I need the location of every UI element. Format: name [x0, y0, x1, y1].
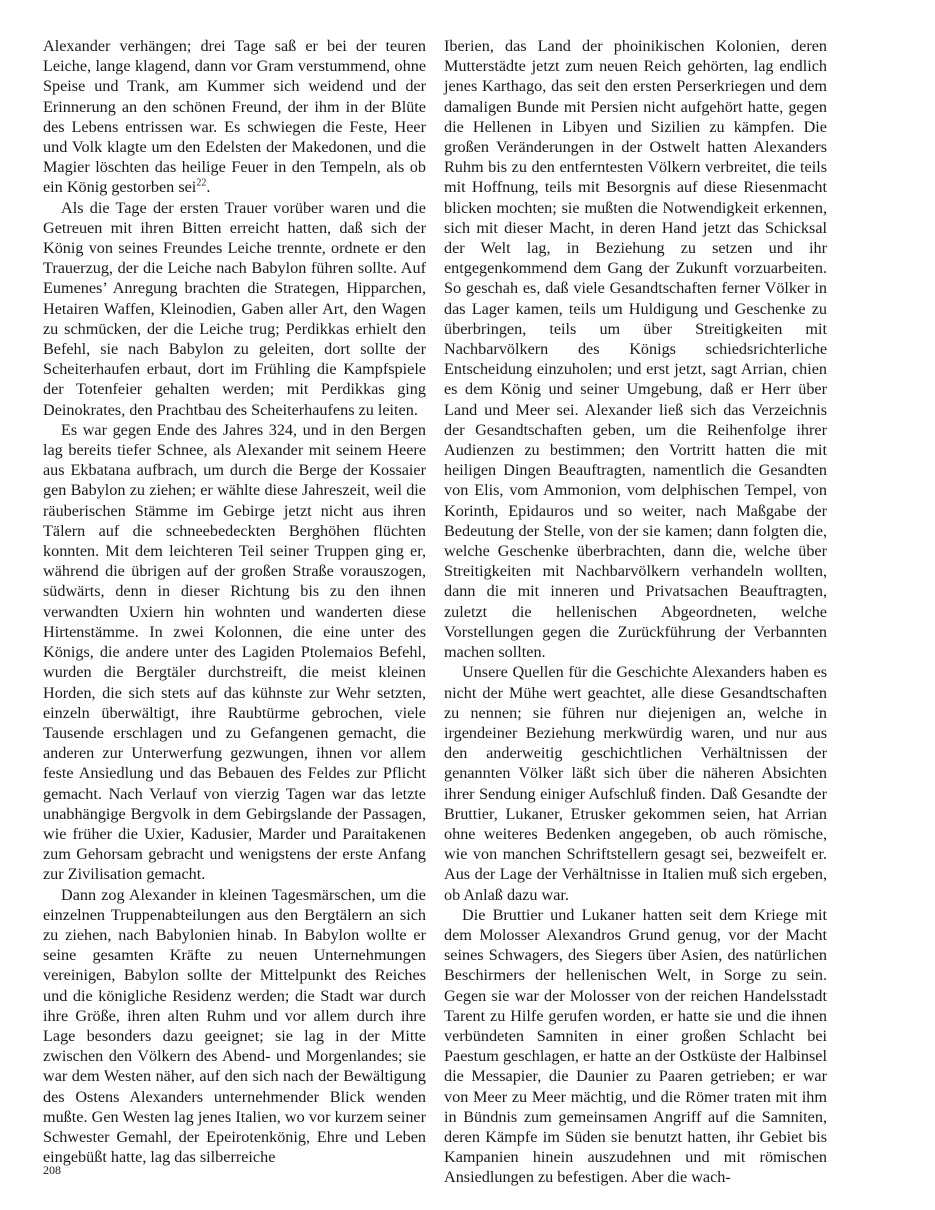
paragraph: Unsere Quellen für die Geschichte Alexanders haben es nicht der Mühe wert geachtet, alle diese Gesandtschaften zu nennen; sie führen nur diejenigen an, welche in irgendeiner Beziehung merkwürdig waren, und nur aus den anderweitig geschichtlichen Verhältnissen der genannten Völker läßt sich über die näheren Absichten ihrer Sendung einiger Aufschluß finden. Daß Gesandte der Bruttier, Lukaner, Etrusker gekommen seien, hat Arrian ohne weiteres Bedenken angegeben, ob auch römische, wie von manchen Schriftstellern gesagt sei, bezweifelt er. Aus der Lage der Verhältnisse in Italien muß sich ergeben, ob Anlaß dazu war.: [444, 663, 827, 904]
footnote-reference[interactable]: 22: [196, 178, 207, 190]
paragraph: Es war gegen Ende des Jahres 324, und in den Bergen lag bereits tiefer Schnee, als Alexander mit seinem Heere aus Ekbatana aufbrach, um durch die Berge der Kossaier gen Babylon zu ziehen; er wählte diese Jahreszeit, weil die räuberischen Stämme im Gebirge jetzt nicht aus ihren Tälern auf die schneebedeckten Berghöhen flüchten konnten. Mit dem leichteren Teil seiner Truppen ging er, während die übrigen auf der großen Straße vorauszogen, südwärts, denn in dieser Richtung bis zu den ihnen verwandten Uxiern hin wohnten und wanderten diese Hirtenstämme. In zwei Kolonnen, die eine unter des Königs, die andere unter des Lagiden Ptolemaios Befehl, wurden die Bergtäler durchstreift, die meist kleinen Horden, die sich stets auf das kühnste zur Wehr setzten, einzeln überwältigt, ihre Raubtürme gebrochen, viele Tausende erschlagen und zu Gefangenen gemacht, die anderen zur Unterwerfung gezwungen, ihnen vor allem feste Ansiedlung und das Bebauen des Feldes zur Pflicht gemacht. Nach Verlauf von vierzig Tagen war das letzte unabhängige Bergvolk in dem Gebirgslande der Passagen, wie früher die Uxier, Kadusier, Marder und Paraitakenen zum Gehorsam gebracht und wenigstens der erste Anfang zur Zivilisation gemacht.: [43, 420, 426, 884]
paragraph: Als die Tage der ersten Trauer vorüber waren und die Getreuen mit ihren Bitten erreicht hatten, daß sich der König von seines Freundes Leiche trennte, ordnete er den Trauerzug, der die Leiche nach Babylon führen sollte. Auf Eumenes’ Anregung brachten die Strategen, Hipparchen, Hetairen Waffen, Kleinodien, Gaben aller Art, den Wagen zu schmücken, der die Leiche trug; Perdikkas erhielt den Befehl, sie nach Babylon zu geleiten, dort sollte der Scheiterhaufen erbaut, dort im Frühling die Kampfspiele der Totenfeier gehalten werden; mit Perdikkas ging Deinokrates, den Prachtbau des Scheiterhaufens zu leiten.: [43, 198, 426, 419]
page-number: 208: [43, 1163, 61, 1177]
paragraph: Dann zog Alexander in kleinen Tagesmärschen, um die einzelnen Truppenabteilungen aus den Bergtälern an sich zu ziehen, nach Babylonien hinab. In Babylon wollte er seine gesamten Kräfte zu neuen Unternehmungen vereinigen, Babylon sollte der Mittelpunkt des Reiches und die königliche Residenz werden; die Stadt war durch ihre Größe, ihren alten Ruhm und vor allem durch ihre Lage besonders dazu geeignet; sie lag in der Mitte zwischen den Völkern des Abend- und Morgenlandes; sie war dem Westen näher, auf den sich nach der Bewältigung des Ostens Alexanders unternehmender Blick wenden mußte. Gen Westen lag jenes Italien, wo vor kurzem seiner Schwester Gemahl, der Epeirotenkönig, Ehre und Leben eingebüßt hatte, lag das silberreiche: [43, 885, 426, 1167]
paragraph: Alexander verhängen; drei Tage saß er bei der teuren Leiche, lange klagend, dann vor Gram verstummend, ohne Speise und Trank, am Kummer sich weidend und der Erinnerung an den schönen Freund, der ihm in der Blüte des Lebens entrissen war. Es schwiegen die Feste, Heer und Volk klagte um den Edelsten der Makedonen, und die Magier löschten das heilige Feuer in den Tempeln, als ob ein König gestorben sei$^{22}$.: [43, 37, 426, 197]
left-column: [43, 36, 426, 1167]
paragraph: Die Bruttier und Lukaner hatten seit dem Kriege mit dem Molosser Alexandros Grund genug, vor der Macht seines Schwagers, des Siegers über Asien, des natürlichen Beschirmers der hellenischen Welt, in Sorge zu sein. Gegen sie war der Molosser von der reichen Handelsstadt Tarent zu Hilfe gerufen worden, er hatte sie und die ihnen verbündeten Samniten in einer großen Schlacht bei Paestum geschlagen, er hatte an der Ostküste der Halbinsel die Messapier, die Daunier zu Paaren getrieben; er war von Meer zu Meer mächtig, und die Römer traten mit ihm in Bündnis zum gemeinsamen Angriff auf die Samniten, deren Kämpfe im Süden sie benutzt hatten, ihr Gebiet bis Kampanien hinein auszudehnen und mit römischen Ansiedlungen zu befestigen. Aber die wach-: [444, 905, 827, 1187]
paragraph: Iberien, das Land der phoinikischen Kolonien, deren Mutterstädte jetzt zum neuen Reich gehörten, lag endlich jenes Karthago, das seit den ersten Perserkriegen und dem damaligen Bunde mit Persien nicht aufgehört hatte, gegen die Hellenen in Libyen und Sizilien zu kämpfen. Die großen Veränderungen in der Ostwelt hatten Alexanders Ruhm bis zu den entferntesten Völkern verbreitet, die teils mit Hoffnung, teils mit Besorgnis auf diese Riesenmacht blicken mochten; sie mußten die Notwendigkeit erkennen, sich mit dieser Macht, in deren Hand jetzt das Schicksal der Welt lag, in Beziehung zu setzen und ihr entgegenkommend dem Gang der Zukunft vorzuarbeiten. So geschah es, daß viele Gesandtschaften ferner Völker in das Lager kamen, teils um Huldigung und Geschenke zu überbringen, teils um über Streitigkeiten mit Nachbarvölkern des Königs schiedsrichterliche Entscheidung einzuholen; und erst jetzt, sagt Arrian, chien es dem König und seiner Umgebung, daß er Herr über Land und Meer sei. Alexander ließ sich das Verzeichnis der Gesandtschaften geben, um die Reihenfolge ihrer Audienzen zu bestimmen; den Vortritt hatten die mit heiligen Dingen Beauftragten, namentlich die Gesandten von Elis, vom Ammonion, vom delphischen Tempel, von Korinth, Epidauros und so weiter, nach Maßgabe der Bedeutung der Stelle, von der sie kamen; dann folgten die, welche Geschenke überbrachten, dann die, welche über Streitigkeiten mit Nachbarvölkern verhandeln wollten, dann die mit inneren und Privatsachen Beauftragten, zuletzt die hellenischen Abgeordneten, welche Vorstellungen gegen die Zurückführung der Verbannten machen sollten.: [444, 37, 827, 662]
right-column: [444, 36, 827, 1188]
